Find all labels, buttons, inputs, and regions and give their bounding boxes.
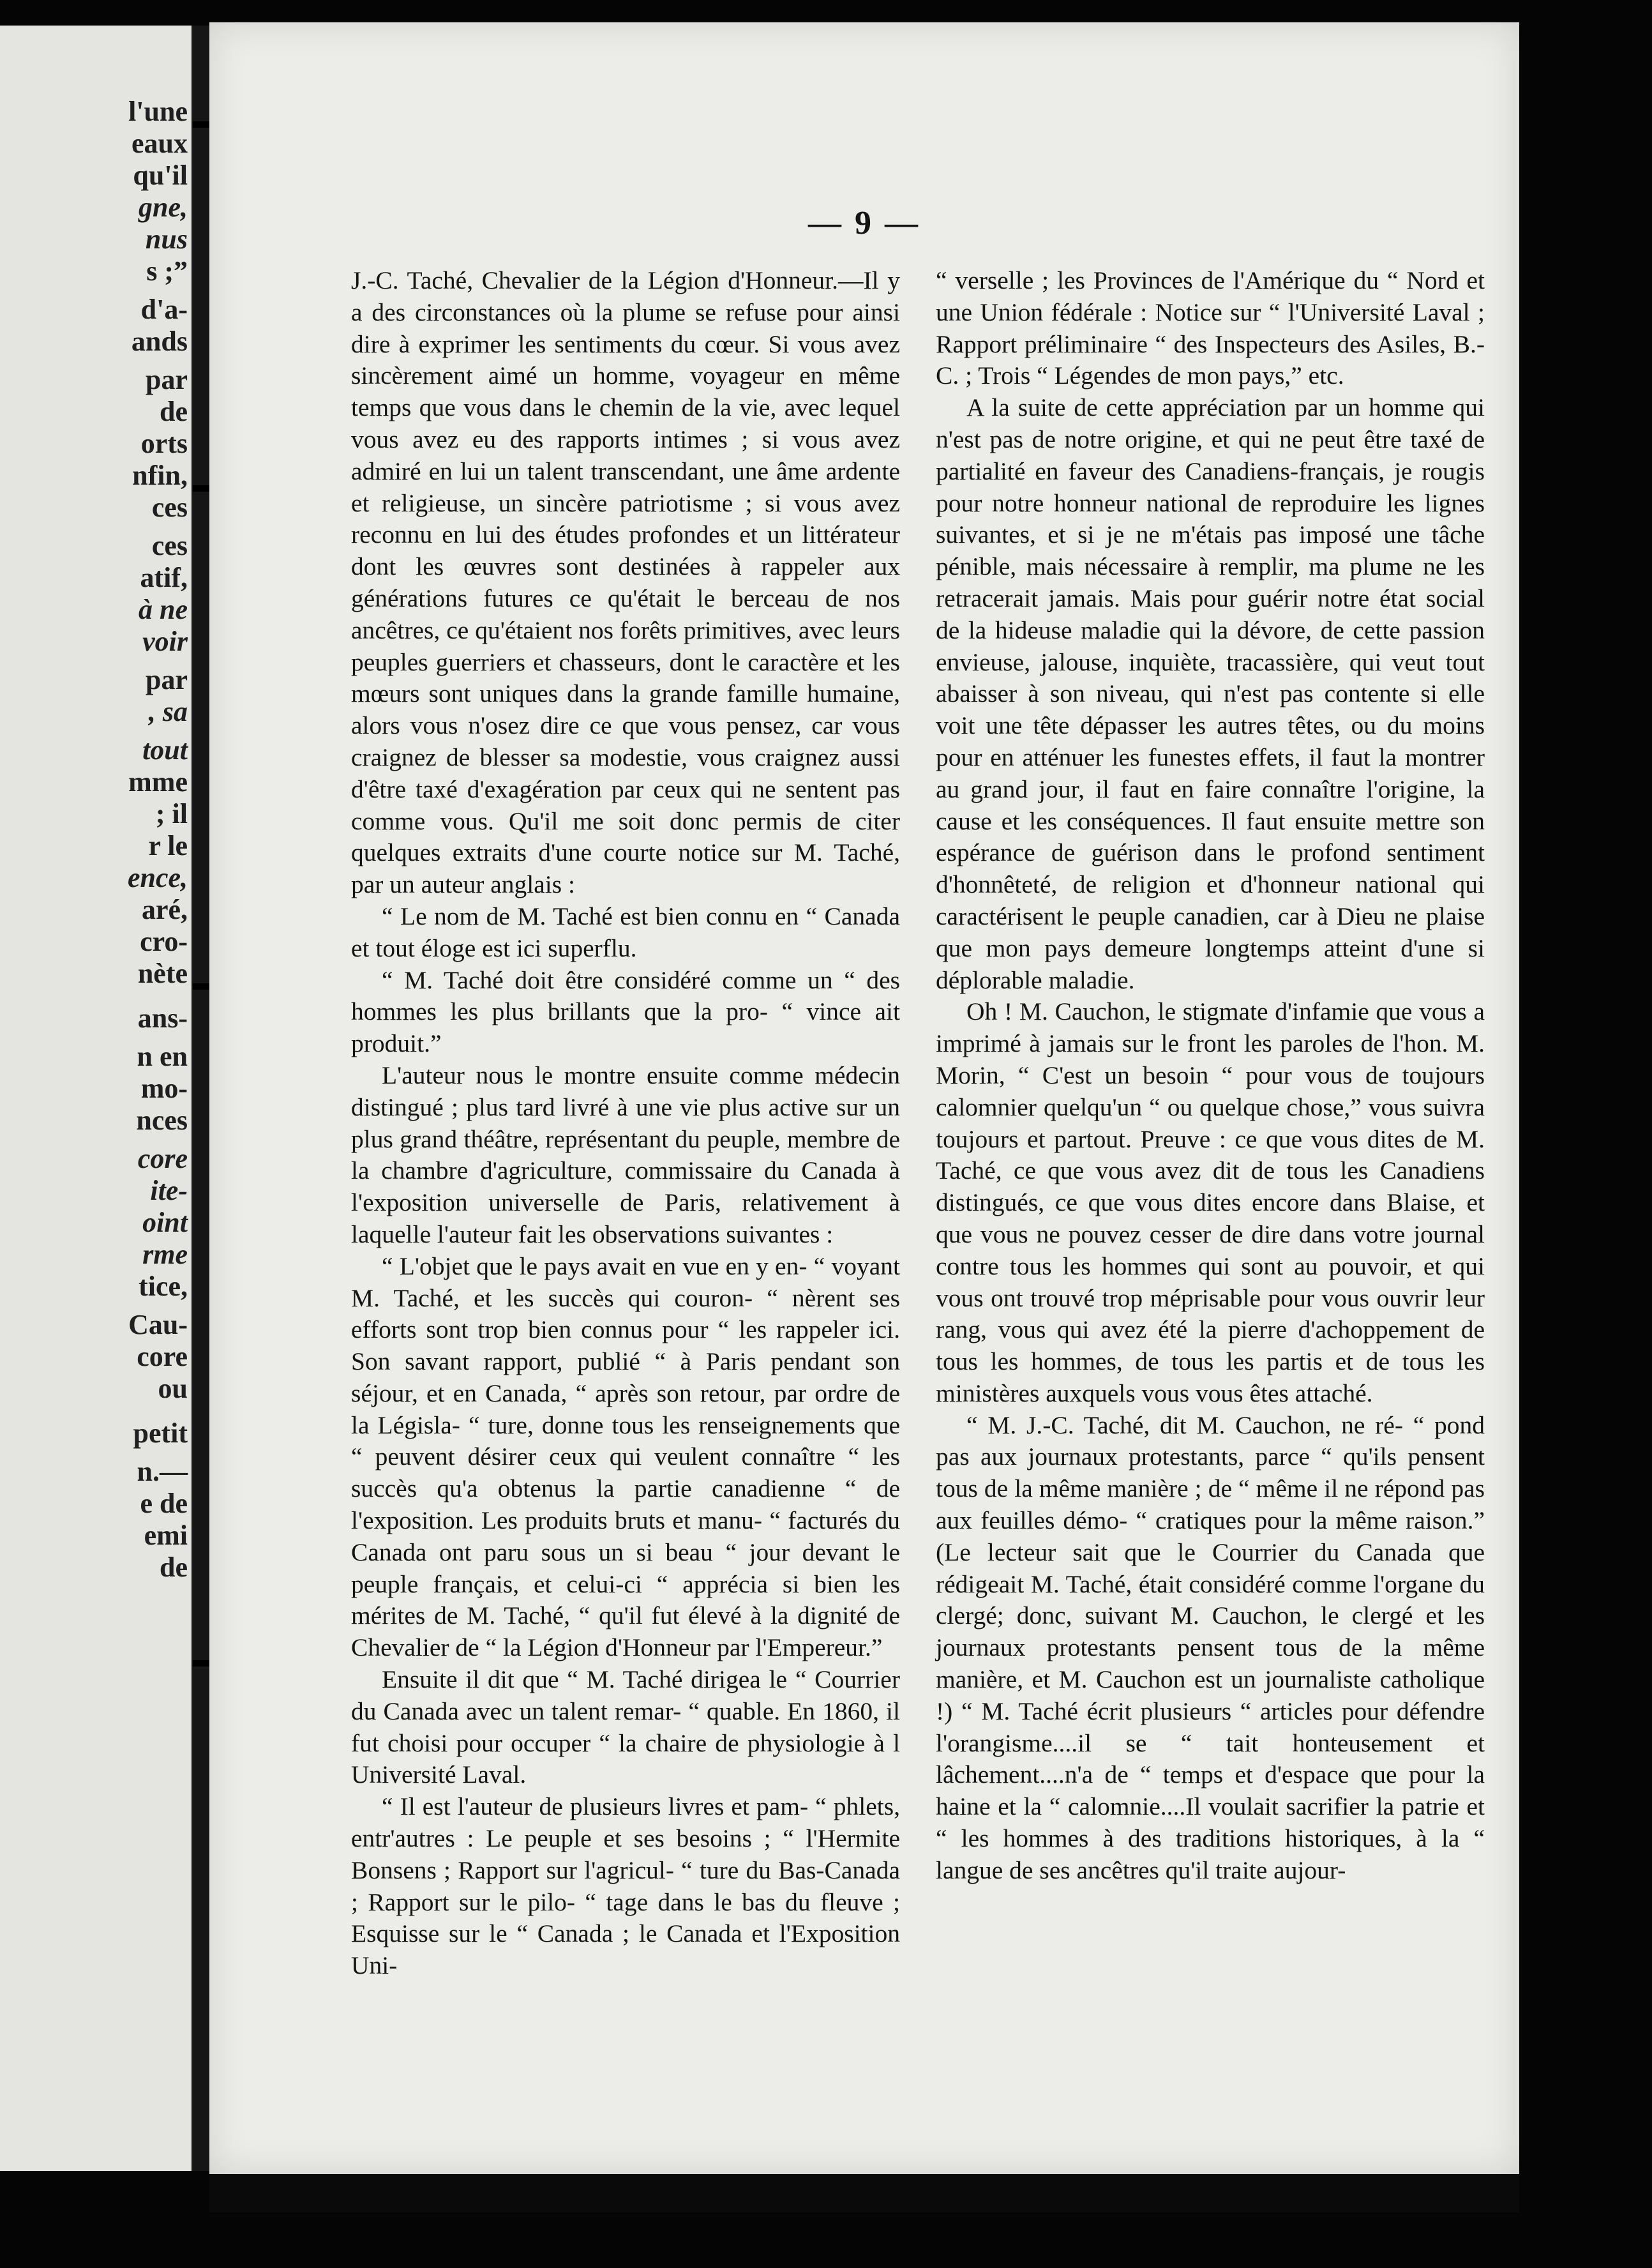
previous-page-fragment: mo- (140, 1073, 188, 1104)
paragraph: Oh ! M. Cauchon, le stigmate d'infamie que vous a imprimé à jamais sur le front les paroles de l'hon. M. Morin, “ C'est un besoin “ pour vous de toujours calomnier quelqu'un “ ou quelque chose,” vous suivra toujours et partout. Preuve : ce que vous dites de M. Taché, ce que vous avez dit de tous les Canadiens distingués, ce que vous dites encore dans Blaise, et que vous ne pouvez cesser de dire dans votre journal contre tous les hommes qui sont au pouvoir, et qui vous ont trouvé trop méprisable pour vous ouvrir leur rang, vous qui avez été la pierre d'achoppement de tous les hommes, de tous les partis et de tous les ministères auxquels vous vous êtes attaché. (936, 997, 1485, 1407)
right-column (936, 265, 1485, 1887)
previous-page-fragment: s ;” (146, 255, 188, 287)
previous-page-fragment: l'une (128, 96, 188, 127)
previous-page-fragment: nète (137, 958, 188, 989)
previous-page-fragment: qu'il (133, 160, 188, 191)
left-column (351, 265, 900, 1982)
previous-page-fragment: orts (140, 428, 188, 459)
previous-page-fragment: nus (145, 223, 188, 255)
previous-page-fragment: ence, (127, 862, 188, 893)
previous-page-fragment: cro- (140, 926, 188, 957)
previous-page-fragment: ans- (137, 1002, 188, 1034)
book-gutter (191, 26, 209, 2171)
previous-page-fragment: tice, (139, 1271, 188, 1302)
page (209, 22, 1519, 2174)
previous-page-fragment: mme (128, 766, 188, 798)
previous-page-fragment: core (137, 1341, 188, 1372)
paragraph: “ Il est l'auteur de plusieurs livres et pam- “ phlets, entr'autres : Le peuple et ses besoins ; “ l'Hermite Bonsens ; Rapport sur l'agricul- “ ture du Bas-Canada ; Rapport sur le pilo- “ tage dans le bas du fleuve ; Esquisse sur le “ Canada ; le Canada et l'Exposition Uni- (351, 1792, 900, 1980)
previous-page-fragment: ands (131, 326, 188, 357)
paragraph: “ L'objet que le pays avait en vue en y en- “ voyant M. Taché, et les succès qui couron- “ nèrent ses efforts sont trop bien connus pour “ les rappeler ici. Son savant rapport, publié “ à Paris pendant son séjour, et en Canada, “ après son retour, par ordre de la Législa- “ ture, donne tous les renseignements que “ peuvent désirer ceux qui veulent connaître “ les succès qu'a obtenus la partie canadienne “ de l'exposition. Les produits bruts et manu- “ facturés du Canada ont paru sous un si beau “ jour devant le peuple français, et celui-ci “ apprécia si bien les mérites de M. Taché, “ qu'il fut élevé à la dignité de Chevalier de “ la Légion d'Honneur par l'Empereur.” (351, 1251, 900, 1662)
previous-page-edge (0, 26, 191, 2171)
previous-page-fragment: rme (142, 1239, 188, 1270)
previous-page-fragment: emi (144, 1520, 188, 1551)
previous-page-fragment: gne, (139, 192, 188, 223)
previous-page-fragment: tout (142, 734, 188, 766)
page-number: — 9 — (808, 205, 920, 241)
paragraph: “ M. J.-C. Taché, dit M. Cauchon, ne ré- “ pond pas aux journaux protestants, parce “ qu'ils pensent tous de la même manière ; de “ même il ne répond pas aux feuilles démo- “ cratiques pour la même raison.” (Le lecteur sait que le Courrier du Canada que rédigeait M. Taché, était considéré comme l'organe du clergé; donc, suivant M. Cauchon, le clergé et les journaux protestants pensent tous de la même manière, et M. Cauchon est un journaliste catholique !) “ M. Taché écrit plusieurs “ articles pour défendre l'orangisme....il se “ tait honteusement et lâchement....n'a de “ temps et d'espace que pour la haine et la “ calomnie....Il voulait sacrifier la patrie et “ les hommes à des traditions historiques, à la “ langue de ses ancêtres qu'il traite aujour- (936, 1410, 1485, 1884)
previous-page-fragment: de (160, 396, 188, 427)
previous-page-fragment: n en (137, 1041, 188, 1072)
previous-page-fragment: ou (158, 1373, 188, 1404)
previous-page-fragment: petit (133, 1418, 188, 1449)
paragraph: A la suite de cette appréciation par un homme qui n'est pas de notre origine, et qui ne peut être taxé de partialité en faveur des Canadiens-français, je rougis pour notre honneur national de reproduire les lignes suivantes, et si je ne m'étais pas imposé une tâche pénible, mais nécessaire à remplir, ma plume ne les retracerait jamais. Mais pour guérir notre état social de la hideuse maladie qui la dévore, de cette passion envieuse, jalouse, inquiète, tracassière, qui veut tout abaisser à son niveau, qui n'est pas contente si elle voit une tête dépasser les autres têtes, ou du moins pour en atténuer les funestes effets, il faut la montrer au grand jour, il faut en faire connaître l'origine, la cause et les conséquences. Il faut ensuite mettre son espérance de guérison dans le profond sentiment d'honnêteté, de religion et d'honneur national qui caractérisent le peuple canadien, car à Dieu ne plaise que mon pays demeure longtemps atteint d'une si déplorable maladie. (936, 393, 1485, 994)
previous-page-fragment: ; il (155, 798, 188, 829)
previous-page-fragment: de (160, 1552, 188, 1583)
previous-page-fragment: atif, (140, 562, 188, 593)
previous-page-fragment: core (137, 1143, 188, 1174)
previous-page-fragment: par (146, 364, 188, 395)
paragraph: “ verselle ; les Provinces de l'Amérique du “ Nord et une Union fédérale : Notice sur “ l'Université Laval ; Rapport préliminaire “ des Inspecteurs des Asiles, B.-C. ; Trois “ Légendes de mon pays,” etc. (936, 266, 1485, 390)
previous-page-fragment: ces (151, 530, 188, 561)
previous-page-fragment: n.— (137, 1456, 188, 1487)
previous-page-fragment: nfin, (132, 460, 188, 491)
previous-page-fragment: nces (136, 1105, 188, 1136)
previous-page-fragment: d'a- (140, 294, 188, 325)
previous-page-fragment: oint (142, 1207, 188, 1238)
previous-page-fragment: ite- (150, 1175, 188, 1206)
paragraph: J.-C. Taché, Chevalier de la Légion d'Honneur.—Il y a des circonstances où la plume se refuse pour ainsi dire à exprimer les sentiments du cœur. Si vous avez sincèrement aimé un homme, voyageur en même temps que vous dans le chemin de la vie, avec lequel vous avez eu des rapports intimes ; si vous avez admiré en lui un talent transcendant, une âme ardente et religieuse, un sincère patriotisme ; si vous avez reconnu en lui des études profondes et un littérateur dont les œuvres sont destinées à rappeler aux générations futures ce qu'était le berceau de nos ancêtres, ce qu'étaient nos forêts primitives, avec leurs peuples guerriers et chasseurs, dont le caractère et les mœurs sont uniques dans la grande famille humaine, alors vous n'osez dire ce que vous pensez, car vous craignez de blesser sa modestie, vous craignez aussi d'être taxé d'exagération par ceux qui ne sentent pas comme vous. Qu'il me soit donc permis de citer quelques extraits d'une courte notice sur M. Taché, par un auteur anglais : (351, 266, 900, 899)
previous-page-fragment: Cau- (128, 1309, 188, 1340)
previous-page-fragment: à ne (139, 594, 188, 625)
previous-page-fragment: eaux (131, 128, 188, 159)
paragraph: L'auteur nous le montre ensuite comme médecin distingué ; plus tard livré à une vie plus active sur un plus grand théâtre, représentant du peuple, membre de la chambre d'agriculture, commissaire du Canada à l'exposition universelle de Paris, relativement à laquelle l'auteur fait les observations suivantes : (351, 1061, 900, 1248)
previous-page-fragment: voir (142, 626, 188, 657)
previous-page-fragment: e de (140, 1488, 188, 1519)
paragraph: Ensuite il dit que “ M. Taché dirigea le “ Courrier du Canada avec un talent remar- “ quable. En 1860, il fut choisi pour occuper “ la chaire de physiologie à l Université Laval. (351, 1665, 900, 1789)
previous-page-fragment: , sa (148, 696, 188, 727)
previous-page-fragment: r le (148, 830, 188, 861)
paragraph: “ M. Taché doit être considéré comme un “ des hommes les plus brillants que la pro- “ vince ait produit.” (351, 965, 900, 1058)
previous-page-fragment: par (146, 664, 188, 695)
previous-page-fragment: aré, (141, 894, 188, 925)
previous-page-fragment: ces (151, 492, 188, 523)
page-bottom-shadow (209, 2174, 1519, 2212)
paragraph: “ Le nom de M. Taché est bien connu en “ Canada et tout éloge est ici superflu. (351, 902, 900, 962)
